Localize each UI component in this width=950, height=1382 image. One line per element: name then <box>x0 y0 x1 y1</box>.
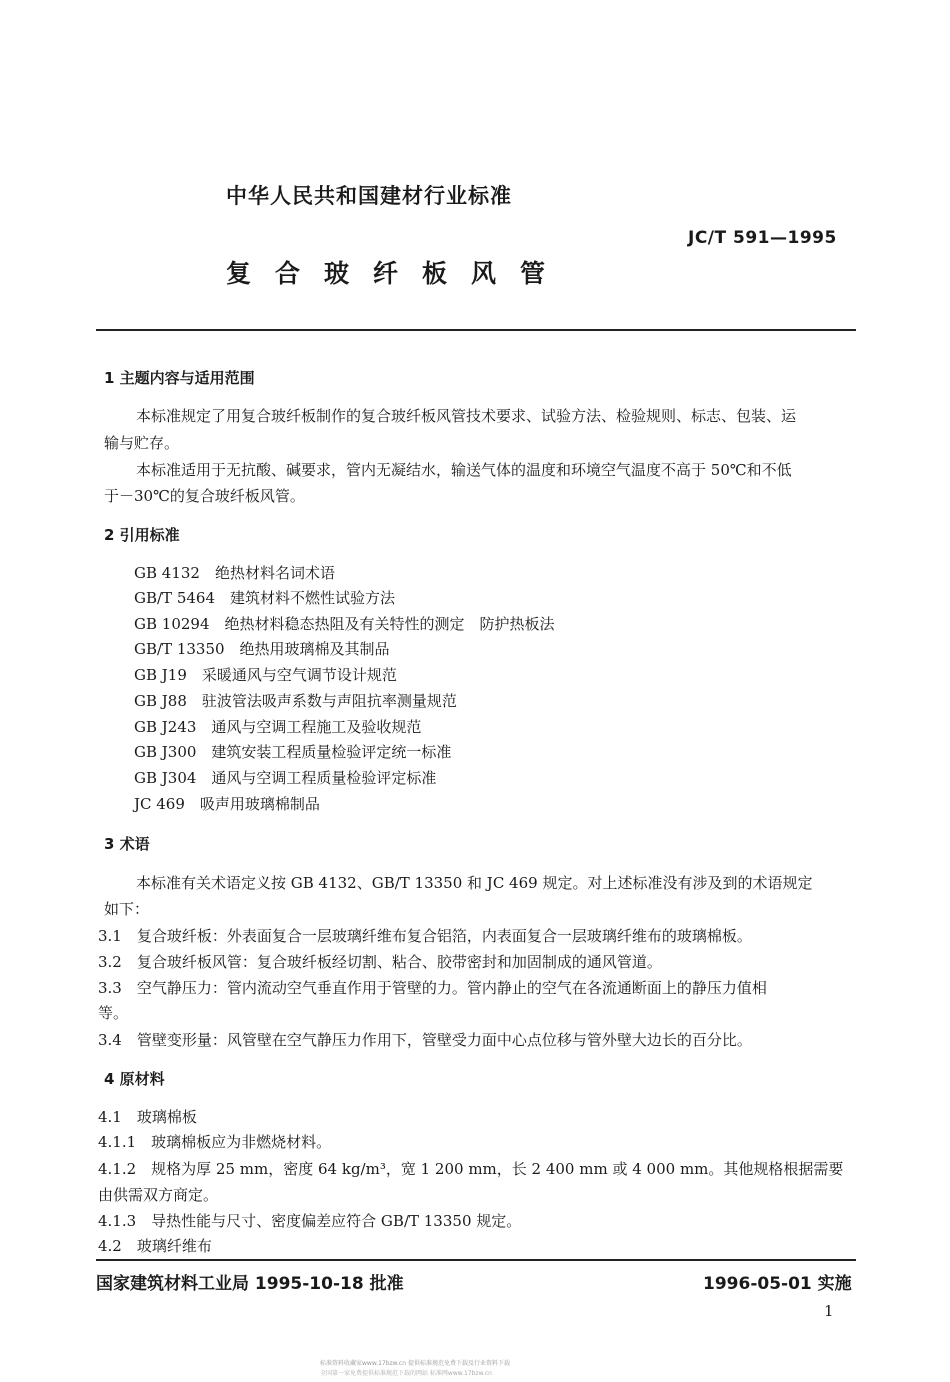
section-1-para-1-line-2: 输与贮存。 <box>104 434 180 452</box>
clause-3-3-line-2: 等。 <box>98 1004 129 1022</box>
clause-4-1-1: 4.1.1 玻璃棉板应为非燃烧材料。 <box>98 1133 332 1151</box>
section-3-intro-line-1: 本标准有关术语定义按 GB 4132、GB/T 13350 和 JC 469 规定。对上述标准没有涉及到的术语规定 <box>136 874 813 892</box>
section-4-heading: 4 原材料 <box>104 1070 165 1088</box>
reference-item: GB 10294 绝热材料稳态热阻及有关特性的测定 防护热板法 <box>134 615 555 633</box>
document-title: 复合玻纤板风管 <box>226 259 570 288</box>
page-number: 1 <box>824 1302 834 1320</box>
clause-4-1-3: 4.1.3 导热性能与尺寸、密度偏差应符合 GB/T 13350 规定。 <box>98 1212 522 1230</box>
reference-item: GB J19 采暖通风与空气调节设计规范 <box>134 666 397 684</box>
section-3-intro-line-2: 如下： <box>104 900 150 918</box>
standard-code: JC/T 591—1995 <box>688 228 837 248</box>
clause-4-1: 4.1 玻璃棉板 <box>98 1108 197 1126</box>
reference-item: GB/T 13350 绝热用玻璃棉及其制品 <box>134 640 390 658</box>
reference-item: GB J88 驻波管法吸声系数与声阻抗率测量规范 <box>134 692 457 710</box>
clause-3-4: 3.4 管壁变形量：风管壁在空气静压力作用下，管壁受力面中心点位移与管外壁大边长的百分比。 <box>98 1031 752 1049</box>
reference-item: JC 469 吸声用玻璃棉制品 <box>134 795 320 813</box>
clause-4-1-2-line-1: 4.1.2 规格为厚 25 mm，密度 64 kg/m³，宽 1 200 mm，长 2 400 mm 或 4 000 mm。其他规格根据需要 <box>98 1160 844 1178</box>
watermark-line-1: 标准资料收藏家www.17bzw.cn 提供标准规范免费下载及行业资料下载 <box>320 1360 510 1367</box>
reference-item: GB J304 通风与空调工程质量检验评定标准 <box>134 769 437 787</box>
reference-item: GB 4132 绝热材料名词术语 <box>134 564 335 582</box>
top-divider <box>96 329 856 331</box>
clause-4-1-2-line-2: 由供需双方商定。 <box>98 1186 219 1204</box>
clause-3-2: 3.2 复合玻纤板风管：复合玻纤板经切割、粘合、胶带密封和加固制成的通风管道。 <box>98 953 662 971</box>
section-1-heading: 1 主题内容与适用范围 <box>104 369 255 387</box>
approval-line: 国家建筑材料工业局 1995-10-18 批准 <box>96 1274 404 1294</box>
reference-item: GB J300 建筑安装工程质量检验评定统一标准 <box>134 743 452 761</box>
section-2-heading: 2 引用标准 <box>104 526 180 544</box>
section-1-para-1-line-1: 本标准规定了用复合玻纤板制作的复合玻纤板风管技术要求、试验方法、检验规则、标志、包装、运 <box>136 407 797 425</box>
section-1-para-2-line-2: 于－30℃的复合玻纤板风管。 <box>104 487 305 505</box>
bottom-divider <box>96 1259 856 1261</box>
clause-3-3-line-1: 3.3 空气静压力：管内流动空气垂直作用于管壁的力。管内静止的空气在各流通断面上的静压力值相 <box>98 979 767 997</box>
standard-category: 中华人民共和国建材行业标准 <box>226 184 512 208</box>
clause-4-2: 4.2 玻璃纤维布 <box>98 1237 212 1255</box>
section-3-heading: 3 术语 <box>104 835 150 853</box>
section-1-para-2-line-1: 本标准适用于无抗酸、碱要求，管内无凝结水，输送气体的温度和环境空气温度不高于 50℃和不低 <box>136 461 792 479</box>
watermark-line-2: 全国第一家免费提供标准规范下载的网站 标准网www.17bzw.cn <box>320 1370 492 1377</box>
clause-3-1: 3.1 复合玻纤板：外表面复合一层玻璃纤维布复合铝箔，内表面复合一层玻璃纤维布的玻璃棉板。 <box>98 927 752 945</box>
effective-date: 1996-05-01 实施 <box>703 1274 852 1294</box>
reference-item: GB/T 5464 建筑材料不燃性试验方法 <box>134 589 396 607</box>
reference-item: GB J243 通风与空调工程施工及验收规范 <box>134 718 422 736</box>
